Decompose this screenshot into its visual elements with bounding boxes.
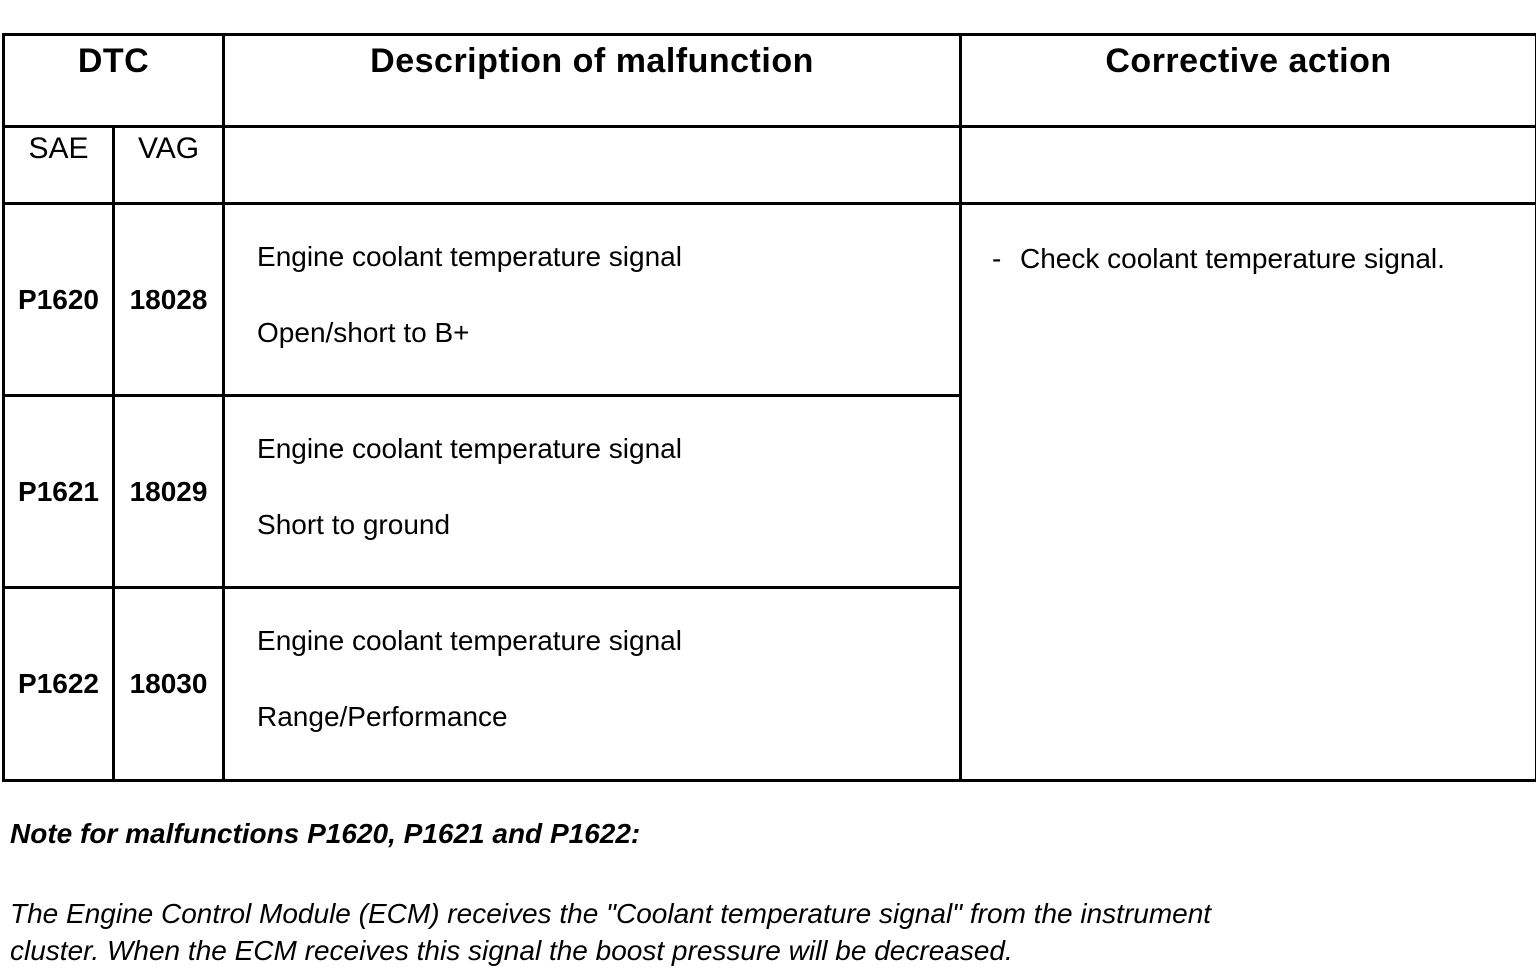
action-bullet: - xyxy=(992,243,1020,275)
sae-code: P1622 xyxy=(4,588,114,781)
subheader-vag: VAG xyxy=(114,127,224,204)
description-line: Engine coolant temperature signal xyxy=(257,243,959,271)
note-line: The Engine Control Module (ECM) receives the "Coolant temperature signal" from the instrument xyxy=(10,895,1410,932)
dtc-table xyxy=(2,33,1536,782)
description-detail: Open/short to B+ xyxy=(257,319,959,347)
subheader-sae: SAE xyxy=(4,127,114,204)
corrective-action-cell xyxy=(961,204,1536,781)
description-detail: Short to ground xyxy=(257,511,959,539)
subheader-empty-action xyxy=(961,127,1536,204)
note-body xyxy=(10,895,1410,969)
vag-code: 18030 xyxy=(114,588,224,781)
sae-code: P1621 xyxy=(4,396,114,588)
table-row xyxy=(4,204,1536,396)
description-detail: Range/Performance xyxy=(257,703,959,731)
note-title: Note for malfunctions P1620, P1621 and P1622: xyxy=(10,818,640,850)
action-text: Check coolant temperature signal. xyxy=(1020,243,1445,274)
header-description: Description of malfunction xyxy=(224,35,961,127)
header-row xyxy=(4,35,1536,127)
sae-code: P1620 xyxy=(4,204,114,396)
malfunction-description xyxy=(224,396,961,588)
subheader-empty-description xyxy=(224,127,961,204)
header-corrective-action: Corrective action xyxy=(961,35,1536,127)
vag-code: 18029 xyxy=(114,396,224,588)
description-line: Engine coolant temperature signal xyxy=(257,435,959,463)
subheader-row xyxy=(4,127,1536,204)
description-line: Engine coolant temperature signal xyxy=(257,627,959,655)
malfunction-description xyxy=(224,588,961,781)
malfunction-description xyxy=(224,204,961,396)
vag-code: 18028 xyxy=(114,204,224,396)
note-line: cluster. When the ECM receives this signal the boost pressure will be decreased. xyxy=(10,932,1410,969)
header-dtc: DTC xyxy=(4,35,224,127)
